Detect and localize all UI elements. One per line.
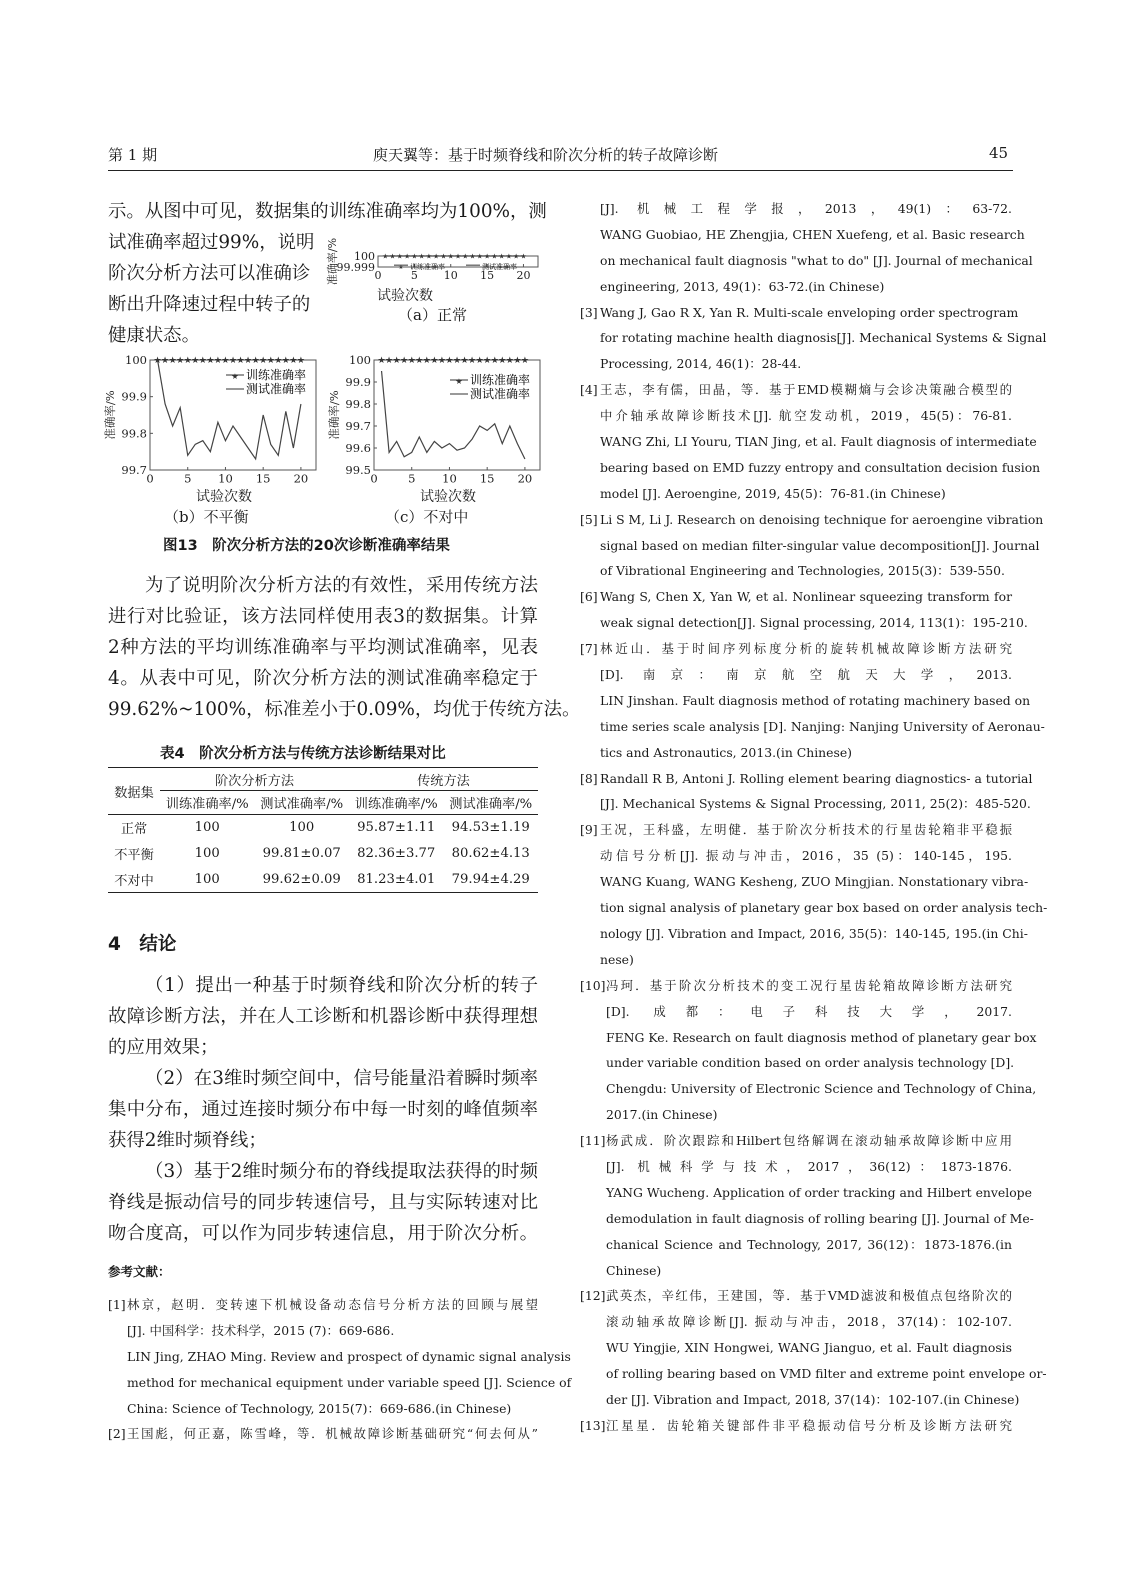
- data-point-train: ★: [400, 356, 409, 367]
- reference-line: bearing based on EMD fuzzy entropy and consultation decision fusion: [600, 459, 1041, 475]
- data-point-train: ★: [259, 356, 268, 367]
- text-line: 健康状态。: [108, 325, 200, 346]
- reference-line: Wang S, Chen X, Yan W, et al. Nonlinear squeezing transform for: [600, 589, 1012, 605]
- table-cell: 94.53±1.19: [451, 820, 530, 836]
- reference-line: for rotating machine health diagnosis[J]. Mechanical Systems & Signal: [600, 330, 1047, 346]
- right-references: [580, 196, 1048, 1439]
- table-cell: 81.23±4.01: [357, 871, 436, 887]
- reference-entry: [580, 507, 1044, 585]
- reference-line: method for mechanical equipment under variable speed [J]. Science of: [127, 1374, 572, 1390]
- data-point-train: ★: [505, 252, 513, 261]
- text-line: 阶次分析方法可以准确诊: [108, 263, 311, 284]
- reference-line: [J]. 机械科学与技术，2017，36(12)：1873-1876.: [606, 1158, 1012, 1174]
- data-point-train: ★: [505, 356, 514, 367]
- data-point-train: ★: [513, 356, 522, 367]
- data-point-train: ★: [296, 356, 305, 367]
- reference-line: on mechanical fault diagnosis "what to do" [J]. Journal of mechanical: [600, 252, 1033, 268]
- x-tick-label: 10: [442, 471, 457, 486]
- y-tick-label: 99.7: [121, 463, 147, 478]
- data-point-train: ★: [468, 356, 477, 367]
- reference-line: Processing, 2014, 46(1)：28-44.: [600, 356, 802, 372]
- x-tick-label: 10: [218, 471, 233, 486]
- reference-line: [J]. 中国科学：技术科学，2015 (7)：669-686.: [127, 1322, 395, 1338]
- x-tick-label: 20: [293, 471, 309, 486]
- reference-entry: [580, 300, 1047, 378]
- legend-label-train: 训练准确率: [246, 368, 307, 382]
- table-cell: 99.81±0.07: [262, 846, 341, 861]
- reference-line: WANG Zhi, LI Youru, TIAN Jing, et al. Fault diagnosis of intermediate: [600, 434, 1037, 450]
- data-point-train: ★: [454, 252, 462, 261]
- text-line: 集中分布，通过连接时频分布中每一时刻的峰值频率: [108, 1099, 538, 1120]
- data-point-train: ★: [407, 356, 416, 367]
- table-cell: 100: [194, 820, 220, 836]
- reference-line: of Vibrational Engineering and Technologies, 2015(3)：539-550.: [600, 563, 1005, 579]
- reference-line: Wang J, Gao R X, Yan R. Multi-scale enveloping order spectrogram: [600, 304, 1019, 320]
- table-cell: 82.36±3.77: [357, 846, 436, 861]
- reference-line: FENG Ke. Research on fault diagnosis method of planetary gear box: [606, 1029, 1037, 1045]
- reference-line: [D]. 南京：南京航空航天大学，2013.: [600, 667, 1012, 683]
- data-point-train: ★: [433, 252, 440, 261]
- conclusions: [108, 970, 538, 1249]
- text-line: （1）提出一种基于时频脊线和阶次分析的转子: [145, 975, 538, 996]
- data-point-train: ★: [236, 356, 245, 367]
- reference-line: [J]. Mechanical Systems & Signal Processing, 2011, 25(2)：485-520.: [600, 796, 1031, 812]
- data-point-train: ★: [382, 252, 389, 261]
- reference-number: [7]: [580, 641, 598, 657]
- reference-number: [3]: [580, 304, 598, 320]
- chart-unbalance: [102, 350, 322, 500]
- legend-label-test: 测试准确率: [482, 263, 517, 271]
- data-point-train: ★: [498, 356, 507, 367]
- reference-line: of rolling bearing based on VMD filter and extreme point envelope or-: [606, 1366, 1047, 1382]
- reference-number: [2]: [108, 1426, 126, 1441]
- table-cell: 80.62±4.13: [451, 846, 530, 861]
- reference-line: 王况，王科盛，左明健．基于阶次分析技术的行星齿轮箱非平稳振: [600, 822, 1012, 838]
- reference-entry: [580, 1283, 1047, 1412]
- reference-line: model [J]. Aeroengine, 2019, 45(5)：76-81.(in Chinese): [600, 485, 946, 501]
- y-tick-label: 99.8: [121, 426, 147, 441]
- text-line: 4。从表中可见，阶次分析方法的测试准确率稳定于: [108, 668, 538, 689]
- data-point-train: ★: [447, 252, 454, 261]
- text-line: 脊线是振动信号的同步转速信号，且与实际转速对比: [108, 1192, 538, 1213]
- reference-number: [10]: [580, 977, 606, 993]
- data-point-train: ★: [281, 356, 290, 367]
- chart-normal: [328, 238, 543, 302]
- y-tick-label: 99.9: [345, 375, 371, 390]
- x-tick-label: 0: [374, 269, 382, 282]
- reference-entry: [108, 1421, 538, 1447]
- reference-line: tics and Astronautics, 2013.(in Chinese): [600, 744, 852, 760]
- data-point-train: ★: [491, 252, 498, 261]
- reference-line: 中介轴承故障诊断技术[J]. 航空发动机，2019，45(5)：76-81.: [600, 408, 1012, 424]
- text-line: 进行对比验证，该方法同样使用表3的数据集。计算: [108, 606, 538, 627]
- x-tick-label: 15: [480, 269, 495, 282]
- reference-entry: [580, 766, 1033, 818]
- y-tick-label: 99.9: [121, 389, 147, 404]
- text-line: （2）在3维时频空间中，信号能量沿着瞬时频率: [145, 1068, 538, 1089]
- data-point-train: ★: [440, 252, 447, 261]
- y-tick-label: 100: [354, 249, 375, 263]
- data-point-train: ★: [475, 356, 484, 367]
- chart-c-subtitle: （c）不对中: [385, 508, 469, 526]
- data-point-train: ★: [392, 356, 401, 367]
- sub-header: 训练准确率/%: [354, 797, 438, 812]
- reference-entry: [580, 973, 1037, 1128]
- y-tick-label: 100: [125, 353, 147, 368]
- reference-line: Chinese): [606, 1262, 662, 1278]
- reference-line: demodulation in fault diagnosis of rolling bearing [J]. Journal of Me-: [606, 1210, 1034, 1226]
- reference-line: 滚动轴承故障诊断[J]. 振动与冲击，2018，37(14)：102-107.: [606, 1314, 1012, 1330]
- reference-number: [6]: [580, 589, 598, 605]
- reference-entry: [580, 1413, 1012, 1439]
- data-point-train: ★: [206, 356, 215, 367]
- data-point-train: ★: [183, 356, 192, 367]
- data-point-train: ★: [452, 356, 462, 367]
- reference-line: 武英杰，辛红伟，王建国，等．基于VMD滤波和极值点包络阶次的: [606, 1288, 1012, 1304]
- sub-header: 测试准确率/%: [449, 797, 533, 812]
- data-point-train: ★: [228, 356, 238, 367]
- reference-line: [D]. 成都：电子科技大学，2017.: [606, 1003, 1012, 1019]
- reference-line: chanical Science and Technology, 2017, 36(12)：1873-1876.(in: [606, 1236, 1012, 1252]
- y-tick-label: 99.6: [345, 441, 371, 456]
- chart-b-subtitle: （b）不平衡: [164, 508, 249, 526]
- reference-entry: [108, 1292, 572, 1421]
- reference-number: [4]: [580, 382, 598, 398]
- reference-line: LIN Jinshan. Fault diagnosis method of rotating machinery based on: [600, 692, 1031, 708]
- reference-line: nology [J]. Vibration and Impact, 2016, 35(5)：140-145, 195.(in Chi-: [600, 925, 1028, 941]
- y-tick-label: 99.8: [345, 397, 371, 412]
- group-order-header: 阶次分析方法: [160, 768, 349, 791]
- x-tick-label: 20: [517, 471, 533, 486]
- table-cell: 79.94±4.29: [451, 871, 530, 887]
- text-line: （3）基于2维时频分布的脊线提取法获得的时频: [145, 1161, 538, 1182]
- text-line: 99.62%~100%，标准差小于0.09%，均优于传统方法。: [108, 699, 581, 720]
- col-dataset: 数据集: [114, 785, 154, 801]
- data-point-train: ★: [213, 356, 222, 367]
- table-row: [108, 815, 538, 841]
- data-point-train: ★: [460, 356, 469, 367]
- data-point-train: ★: [251, 356, 260, 367]
- chart-misalignment: [326, 350, 546, 500]
- y-tick-label: 100: [349, 353, 371, 368]
- chart-b-xlabel: 试验次数: [196, 489, 252, 505]
- data-point-train: ★: [476, 252, 483, 261]
- reference-line: 王国彪，何正嘉，陈雪峰，等．机械故障诊断基础研究“何去何从”: [127, 1426, 538, 1441]
- legend-label-train: 训练准确率: [470, 373, 531, 387]
- data-point-train: ★: [425, 252, 433, 261]
- text-line: 2种方法的平均训练准确率与平均测试准确率，见表: [108, 637, 538, 658]
- y-tick-label: 99.7: [345, 419, 371, 434]
- data-point-train: ★: [221, 356, 230, 367]
- table-row: [108, 841, 538, 867]
- data-point-train: ★: [168, 356, 177, 367]
- section-heading: 4 结论: [108, 934, 177, 955]
- reference-entry: [580, 377, 1041, 506]
- x-tick-label: 0: [146, 471, 154, 486]
- legend-label-train: 训练准确率: [410, 263, 445, 271]
- text-line: 试准确率超过99%，说明: [108, 232, 315, 253]
- data-point-train: ★: [244, 356, 253, 367]
- y-axis-label: 准确率/%: [103, 390, 117, 440]
- data-point-train: ★: [161, 356, 170, 367]
- data-point-train: ★: [377, 356, 386, 367]
- legend-label-test: 测试准确率: [470, 387, 531, 401]
- running-title: 庾天翼等：基于时频脊线和阶次分析的转子故障诊断: [373, 146, 719, 164]
- x-tick-label: 10: [443, 269, 458, 282]
- reference-line: Li S M, Li J. Research on denoising technique for aeroengine vibration: [600, 511, 1044, 527]
- data-point-train: ★: [289, 356, 298, 367]
- reference-line: Chengdu: University of Electronic Science and Technology of China,: [606, 1081, 1037, 1097]
- reference-line: 林京，赵明．变转速下机械设备动态信号分析方法的回顾与展望: [127, 1297, 538, 1312]
- x-tick-label: 5: [184, 471, 192, 486]
- reference-number: [13]: [580, 1417, 606, 1433]
- data-point-train: ★: [411, 252, 418, 261]
- page-number: 45: [989, 144, 1009, 162]
- comparison-paragraph: [108, 570, 581, 725]
- data-point-train: ★: [385, 356, 394, 367]
- reference-line: tion signal analysis of planetary gear box based on order analysis tech-: [600, 900, 1048, 916]
- reference-line: under variable condition based on order analysis technology [D].: [606, 1055, 1015, 1071]
- reference-entry: [580, 196, 1033, 300]
- legend-marker-train: ★: [231, 372, 239, 381]
- comparison-table: [108, 767, 538, 893]
- reference-number: [5]: [580, 511, 598, 527]
- data-point-train: ★: [403, 252, 411, 261]
- table-cell: 100: [194, 871, 220, 887]
- reference-line: 杨武成．阶次跟踪和Hilbert包络解调在滚动轴承故障诊断中应用: [606, 1133, 1012, 1149]
- figure-caption: 图13 阶次分析方法的20次诊断准确率结果: [163, 538, 450, 554]
- x-tick-label: 5: [410, 269, 418, 282]
- data-point-train: ★: [437, 356, 446, 367]
- reference-number: [8]: [580, 770, 598, 786]
- text-line: 吻合度高，可以作为同步转速信息，用于阶次分析。: [108, 1223, 538, 1244]
- group-trad-header: 传统方法: [349, 768, 538, 791]
- data-point-train: ★: [490, 356, 499, 367]
- reference-line: time series scale analysis [D]. Nanjing: Nanjing University of Aeronau-: [600, 718, 1045, 734]
- reference-line: WU Yingjie, XIN Hongwei, WANG Jianguo, et al. Fault diagnosis: [606, 1340, 1012, 1356]
- reference-line: 王志，李有儒，田晶，等．基于EMD模糊熵与会诊决策融合模型的: [600, 382, 1012, 398]
- reference-entry: [580, 817, 1048, 972]
- data-point-train: ★: [274, 356, 283, 367]
- reference-number: [12]: [580, 1288, 606, 1304]
- data-point-train: ★: [469, 252, 476, 261]
- data-point-train: ★: [483, 356, 492, 367]
- table-cell: 正常: [120, 822, 148, 838]
- data-point-train: ★: [266, 356, 275, 367]
- table-cell: 95.87±1.11: [357, 820, 436, 836]
- sub-header: 测试准确率/%: [260, 797, 344, 812]
- data-point-train: ★: [153, 356, 162, 367]
- text-line: 示。从图中可见，数据集的训练准确率均为100%，测: [108, 201, 547, 222]
- data-point-train: ★: [520, 356, 529, 367]
- data-point-train: ★: [445, 356, 454, 367]
- data-point-train: ★: [191, 356, 200, 367]
- reference-line: 林近山．基于时间序列标度分析的旋转机械故障诊断方法研究: [600, 641, 1012, 657]
- data-point-train: ★: [513, 252, 520, 261]
- data-point-train: ★: [483, 252, 491, 261]
- text-line: 的应用效果；: [108, 1037, 219, 1058]
- reference-line: 动信号分析[J]. 振动与冲击，2016，35 (5)：140-145，195.: [600, 848, 1012, 864]
- reference-line: Randall R B, Antoni J. Rolling element bearing diagnostics- a tutorial: [600, 770, 1033, 786]
- chart-c-xlabel: 试验次数: [420, 489, 476, 505]
- references-heading: 参考文献：: [108, 1264, 171, 1279]
- chart-a-subtitle: （a）正常: [398, 306, 467, 324]
- data-point-train: ★: [520, 252, 527, 261]
- y-axis-label: 准确率/%: [326, 237, 339, 286]
- text-line: 断出升降速过程中转子的: [108, 294, 311, 315]
- x-tick-label: 0: [370, 471, 378, 486]
- chart-a-xlabel: 试验次数: [377, 288, 433, 304]
- data-point-train: ★: [430, 356, 439, 367]
- reference-line: China: Science of Technology, 2015(7)：669-686.(in Chinese): [127, 1400, 512, 1416]
- reference-line: 2017.(in Chinese): [606, 1107, 718, 1123]
- reference-line: 冯珂．基于阶次分析技术的变工况行星齿轮箱故障诊断方法研究: [606, 977, 1012, 993]
- reference-entry: [580, 1128, 1034, 1283]
- x-tick-label: 15: [479, 471, 495, 486]
- data-point-train: ★: [462, 252, 469, 261]
- reference-line: engineering, 2013, 49(1)：63-72.(in Chinese): [600, 278, 885, 294]
- y-axis-label: 准确率/%: [327, 390, 341, 440]
- reference-entry: [580, 584, 1028, 636]
- reference-line: 江星星．齿轮箱关键部件非平稳振动信号分析及诊断方法研究: [606, 1417, 1012, 1433]
- reference-line: nese): [600, 951, 634, 967]
- data-point-train: ★: [396, 252, 403, 261]
- reference-line: [J]. 机械工程学报，2013，49(1)：63-72.: [600, 201, 1012, 216]
- legend-marker-train: ★: [398, 264, 404, 271]
- reference-line: der [J]. Vibration and Impact, 2018, 37(14)：102-107.(in Chinese): [606, 1391, 1020, 1407]
- reference-number: [9]: [580, 822, 598, 838]
- reference-entry: [580, 636, 1045, 765]
- x-tick-label: 5: [408, 471, 416, 486]
- data-point-train: ★: [422, 356, 431, 367]
- data-point-train: ★: [498, 252, 505, 261]
- table-row: [108, 867, 538, 893]
- text-line: 故障诊断方法，并在人工诊断和机器诊断中获得理想: [108, 1006, 538, 1027]
- data-point-train: ★: [198, 356, 207, 367]
- table-cell: 99.62±0.09: [262, 871, 341, 887]
- data-point-train: ★: [415, 356, 424, 367]
- text-line: 为了说明阶次分析方法的有效性，采用传统方法: [145, 575, 538, 596]
- table-caption: 表4 阶次分析方法与传统方法诊断结果对比: [160, 746, 446, 762]
- header-rule: [108, 170, 1013, 171]
- table-cell: 100: [194, 846, 220, 861]
- table-cell: 不对中: [114, 873, 154, 889]
- issue-number: 第 1 期: [108, 146, 158, 164]
- y-tick-label: 99.999: [336, 260, 375, 274]
- data-point-train: ★: [389, 252, 396, 261]
- legend-label-test: 测试准确率: [246, 382, 307, 396]
- reference-line: WANG Kuang, WANG Kesheng, ZUO Mingjian. Nonstationary vibra-: [600, 874, 1029, 890]
- data-point-train: ★: [176, 356, 185, 367]
- x-tick-label: 15: [255, 471, 271, 486]
- text-line: 获得2维时频脊线；: [108, 1130, 267, 1151]
- x-tick-label: 20: [516, 269, 531, 282]
- reference-number: [1]: [108, 1297, 126, 1312]
- y-tick-label: 99.5: [345, 463, 371, 478]
- reference-number: [11]: [580, 1133, 606, 1149]
- reference-line: YANG Wucheng. Application of order tracking and Hilbert envelope: [606, 1184, 1032, 1200]
- reference-line: weak signal detection[J]. Signal processing, 2014, 113(1)：195-210.: [600, 615, 1028, 631]
- reference-line: LIN Jing, ZHAO Ming. Review and prospect of dynamic signal analysis: [127, 1348, 571, 1364]
- table-cell: 100: [289, 820, 315, 836]
- sub-header: 训练准确率/%: [165, 797, 249, 812]
- reference-line: WANG Guobiao, HE Zhengjia, CHEN Xuefeng, et al. Basic research: [600, 226, 1025, 242]
- data-point-train: ★: [418, 252, 425, 261]
- legend-marker-train: ★: [455, 377, 463, 386]
- reference-line: signal based on median filter-singular value decomposition[J]. Journal: [600, 537, 1040, 553]
- table-cell: 不平衡: [114, 848, 154, 863]
